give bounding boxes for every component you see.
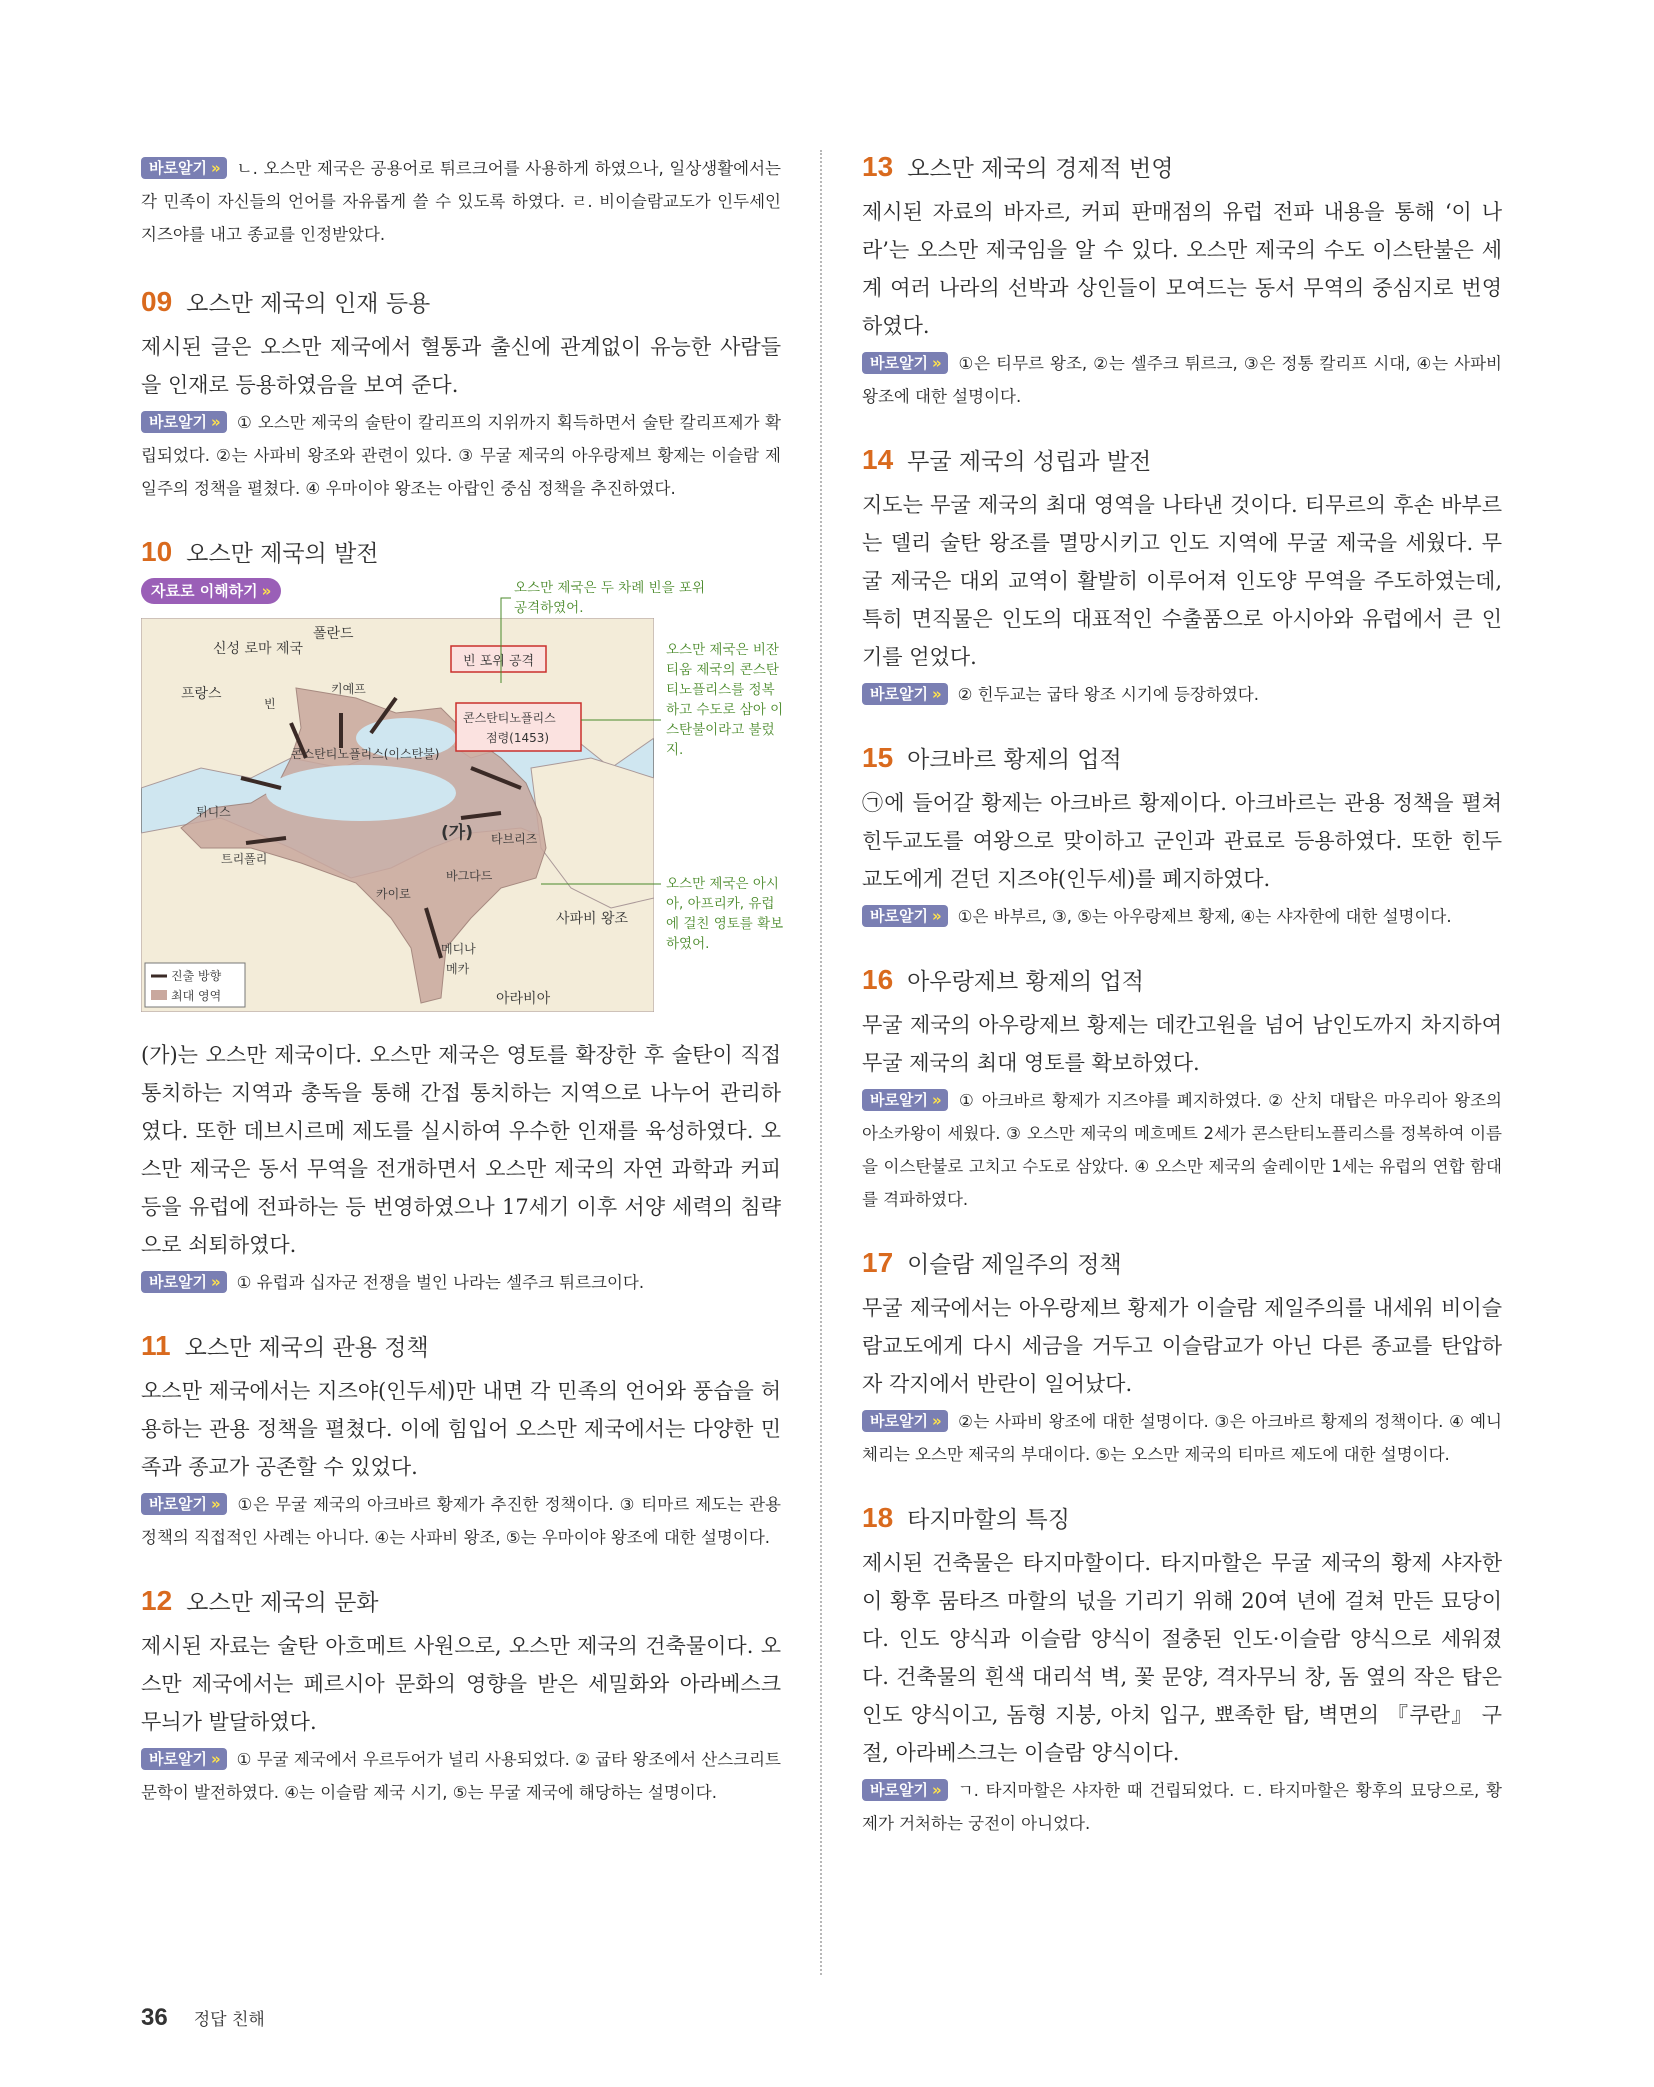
section-number: 18 — [862, 1502, 894, 1533]
legend-label: 최대 영역 — [171, 989, 222, 1003]
map-label: 튀니스 — [196, 805, 231, 819]
map-label: 바그다드 — [446, 869, 493, 883]
section-18 — [862, 1501, 1502, 1840]
section-number: 14 — [862, 444, 894, 475]
double-chevron-icon: » — [931, 1412, 942, 1430]
section-body: (가)는 오스만 제국이다. 오스만 제국은 영토를 확장한 후 술탄이 직접 통치하는 지역과 총독을 통해 간접 통치하는 지역으로 나누어 관리하였다. 또한 데브시르메 제도를 실시하여 우수한 인재를 육성하였다. 오스만 제국은 동서 무역을 전개하면서 오스만 제국의 자연 과학과 커피 등을 유럽에 전파하는 등 번영하였으나 17세기 이후 서양 세력의 침략으로 쇠퇴하였다. — [141, 1043, 781, 1257]
section-title: 오스만 제국의 관용 정책 — [184, 1335, 429, 1361]
answer-badge: 바로알기 » — [862, 352, 948, 374]
section-note: 바로알기 » ①은 무굴 제국의 아크바르 황제가 추진한 정책이다. ③ 티마르 제도는 관용 정책의 직접적인 사례는 아니다. ④는 사파비 왕조, ⑤는 우마이야 왕조에 대한 설명이다. — [141, 1495, 781, 1547]
section-note: 바로알기 » ① 무굴 제국에서 우르두어가 널리 사용되었다. ② 굽타 왕조에서 산스크리트 문학이 발전하였다. ④는 이슬람 제국 시기, ⑤는 무굴 제국에 해당하는 설명이다. — [141, 1750, 781, 1802]
section-title: 오스만 제국의 발전 — [186, 541, 379, 567]
map-label: 사파비 왕조 — [556, 911, 629, 927]
section-note: 바로알기 » ① 오스만 제국의 술탄이 칼리프의 지위까지 획득하면서 술탄 칼리프제가 확립되었다. ②는 사파비 왕조와 관련이 있다. ③ 무굴 제국의 아우랑제브 황제는 이슬람 제일주의 정책을 펼쳤다. ④ 우마이야 왕조는 아랍인 중심 정책을 추진하였다. — [141, 413, 781, 498]
section-14 — [862, 443, 1502, 711]
section-number: 13 — [862, 151, 894, 182]
double-chevron-icon: » — [931, 354, 942, 372]
answer-badge: 바로알기 » — [141, 1748, 227, 1770]
leader-line — [501, 598, 511, 683]
section-title: 이슬람 제일주의 정책 — [907, 1252, 1122, 1278]
section-number: 15 — [862, 742, 894, 773]
section-13 — [862, 150, 1502, 413]
page-footer — [141, 2004, 265, 2032]
map-label: 신성 로마 제국 — [213, 641, 304, 657]
section-body: 제시된 글은 오스만 제국에서 혈통과 출신에 관계없이 유능한 사람들을 인재로 등용하였음을 보여 준다. — [141, 335, 781, 397]
section-body: 무굴 제국에서는 아우랑제브 황제가 이슬람 제일주의를 내세워 비이슬람교도에게 다시 세금을 거두고 이슬람교가 아닌 다른 종교를 탄압하자 각지에서 반란이 일어났다. — [862, 1296, 1502, 1396]
answer-badge: 바로알기 » — [862, 905, 948, 927]
double-chevron-icon: » — [931, 1781, 942, 1799]
double-chevron-icon: » — [210, 159, 221, 177]
double-chevron-icon: » — [210, 1273, 221, 1291]
section-note: 바로알기 » ㄱ. 타지마할은 샤자한 때 건립되었다. ㄷ. 타지마할은 황후의 묘당으로, 황제가 거처하는 궁전이 아니었다. — [862, 1781, 1502, 1833]
section-title: 오스만 제국의 문화 — [186, 1590, 379, 1616]
section-body: 제시된 자료의 바자르, 커피 판매점의 유럽 전파 내용을 통해 ‘이 나라’는 오스만 제국임을 알 수 있다. 오스만 제국의 수도 이스탄불은 세계 여러 나라의 선박과 상인들이 모여드는 동서 무역의 중심지로 번영하였다. — [862, 200, 1502, 338]
answer-badge: 바로알기 » — [862, 683, 948, 705]
section-note: 바로알기 » ②는 사파비 왕조에 대한 설명이다. ③은 아크바르 황제의 정책이다. ④ 예니체리는 오스만 제국의 부대이다. ⑤는 오스만 제국의 티마르 제도에 대한 설명이다. — [862, 1412, 1502, 1464]
section-title: 무굴 제국의 성립과 발전 — [907, 449, 1152, 475]
map-box-constantinople-sub: 점령(1453) — [486, 731, 550, 745]
section-note: 바로알기 » ① 아크바르 황제가 지즈야를 폐지하였다. ② 산치 대탑은 마우리아 왕조의 아소카왕이 세웠다. ③ 오스만 제국의 메흐메트 2세가 콘스탄티노플리스를 정복하여 이름을 이스탄불로 고치고 수도로 삼았다. ④ 오스만 제국의 술레이만 1세는 유럽의 연합 함대를 격파하였다. — [862, 1091, 1502, 1209]
map-label: 콘스탄티노플리스(이스탄불) — [291, 747, 440, 761]
right-column — [862, 150, 1502, 1870]
section-number: 17 — [862, 1247, 894, 1278]
section-title: 오스만 제국의 경제적 번영 — [907, 156, 1174, 182]
map-label: 프랑스 — [181, 686, 222, 702]
map-label: 타브리즈 — [491, 832, 538, 846]
page-number: 36 — [141, 2004, 168, 2031]
double-chevron-icon: » — [931, 685, 942, 703]
section-number: 10 — [141, 536, 173, 567]
double-chevron-icon: » — [931, 907, 942, 925]
section-15 — [862, 741, 1502, 933]
answer-badge: 바로알기 » — [141, 157, 227, 179]
section-body: ㉠에 들어갈 황제는 아크바르 황제이다. 아크바르는 관용 정책을 펼쳐 힌두교도를 여왕으로 맞이하고 군인과 관료로 등용하였다. 또한 힌두교도에게 걷던 지즈야(인두세)를 폐지하였다. — [862, 791, 1502, 891]
legend-label: 진출 방향 — [171, 969, 222, 983]
map-figure — [141, 578, 784, 1018]
map-label: 아라비아 — [496, 991, 551, 1007]
section-16 — [862, 963, 1502, 1216]
map-label: 메디나 — [441, 942, 476, 956]
section-note: 바로알기 » ② 힌두교는 굽타 왕조 시기에 등장하였다. — [862, 678, 1502, 711]
section-note: 바로알기 » ①은 바부르, ③, ⑤는 아우랑제브 황제, ④는 샤자한에 대한 설명이다. — [862, 900, 1502, 933]
column-divider — [820, 150, 822, 1975]
section-17 — [862, 1246, 1502, 1471]
data-badge: 자료로 이해하기 » — [141, 578, 281, 604]
map-label: 트리폴리 — [221, 852, 268, 866]
section-12 — [141, 1584, 781, 1809]
answer-badge: 바로알기 » — [862, 1779, 948, 1801]
map-callout: 오스만 제국은 비잔티움 제국의 콘스탄티노플리스를 정복하고 수도로 삼아 이스탄불이라고 불렀지. — [666, 642, 784, 758]
map-box-vienna-text: 빈 포위 공격 — [463, 654, 535, 669]
map-ga-label: (가) — [441, 823, 473, 843]
map-box-constantinople-title: 콘스탄티노플리스 — [463, 711, 556, 725]
answer-badge: 바로알기 » — [141, 1493, 227, 1515]
answer-badge: 바로알기 » — [862, 1089, 948, 1111]
map-label: 메카 — [446, 962, 470, 976]
double-chevron-icon: » — [210, 413, 221, 431]
intro-note: 바로알기 » ㄴ. 오스만 제국은 공용어로 튀르크어를 사용하게 하였으나, 일상생활에서는 각 민족이 자신들의 언어를 자유롭게 쓸 수 있도록 하였다. ㄹ. 비이슬람교도가 인두세인 지즈야를 내고 종교를 인정받았다. — [141, 159, 781, 244]
map-label: 카이로 — [376, 887, 411, 901]
section-number: 09 — [141, 286, 173, 317]
section-11 — [141, 1329, 781, 1554]
map-label: 폴란드 — [313, 626, 354, 642]
answer-badge: 바로알기 » — [141, 411, 227, 433]
answer-badge: 바로알기 » — [141, 1271, 227, 1293]
section-title: 타지마할의 특징 — [907, 1507, 1070, 1533]
double-chevron-icon: » — [210, 1750, 221, 1768]
footer-label: 정답 친해 — [193, 2010, 265, 2030]
section-title: 아우랑제브 황제의 업적 — [907, 969, 1144, 995]
map-callout: 오스만 제국은 두 차례 빈을 포위 공격하였어. — [514, 580, 705, 616]
section-title: 오스만 제국의 인재 등용 — [186, 291, 431, 317]
section-body: 제시된 자료는 술탄 아흐메트 사원으로, 오스만 제국의 건축물이다. 오스만 제국에서는 페르시아 문화의 영향을 받은 세밀화와 아라베스크 무늬가 발달하였다. — [141, 1634, 781, 1734]
double-chevron-icon: » — [931, 1091, 942, 1109]
section-09 — [141, 285, 781, 505]
map-label: 키예프 — [331, 682, 366, 696]
section-body: 오스만 제국에서는 지즈야(인두세)만 내면 각 민족의 언어와 풍습을 허용하는 관용 정책을 펼쳤다. 이에 힘입어 오스만 제국에서는 다양한 민족과 종교가 공존할 수 있었다. — [141, 1379, 781, 1479]
answer-badge: 바로알기 » — [862, 1410, 948, 1432]
section-body: 지도는 무굴 제국의 최대 영역을 나타낸 것이다. 티무르의 후손 바부르는 델리 술탄 왕조를 멸망시키고 인도 지역에 무굴 제국을 세웠다. 무굴 제국은 대외 교역이 활발히 이루어져 인도양 무역을 주도하였는데, 특히 면직물은 인도의 대표적인 수출품으로 아시아와 유럽에서 큰 인기를 얻었다. — [862, 493, 1502, 669]
section-title: 아크바르 황제의 업적 — [907, 747, 1122, 773]
section-number: 16 — [862, 964, 894, 995]
double-chevron-icon: » — [261, 582, 272, 600]
map-label: 빈 — [264, 697, 276, 711]
section-number: 11 — [141, 1330, 171, 1361]
section-number: 12 — [141, 1585, 173, 1616]
section-note: 바로알기 » ①은 티무르 왕조, ②는 셀주크 튀르크, ③은 정통 칼리프 시대, ④는 사파비 왕조에 대한 설명이다. — [862, 354, 1502, 406]
double-chevron-icon: » — [210, 1495, 221, 1513]
left-column — [141, 150, 784, 1839]
section-note: 바로알기 » ① 유럽과 십자군 전쟁을 벌인 나라는 셀주크 튀르크이다. — [141, 1266, 781, 1299]
section-body: 무굴 제국의 아우랑제브 황제는 데칸고원을 넘어 남인도까지 차지하여 무굴 제국의 최대 영토를 확보하였다. — [862, 1013, 1502, 1075]
section-10 — [141, 535, 784, 1299]
map-callout: 오스만 제국은 아시아, 아프리카, 유럽에 걸친 영토를 확보하였어. — [666, 876, 784, 952]
section-body: 제시된 건축물은 타지마할이다. 타지마할은 무굴 제국의 황제 샤자한이 황후 뭄타즈 마할의 넋을 기리기 위해 20여 년에 걸쳐 만든 묘당이다. 인도 양식과 이슬람 양식이 절충된 인도·이슬람 양식으로 세워졌다. 건축물의 흰색 대리석 벽, 꽃 문양, 격자무늬 창, 돔 옆의 작은 탑은 인도 양식이고, 돔형 지붕, 아치 입구, 뾰족한 탑, 벽면의 『쿠란』 구절, 아라베스크는 이슬람 양식이다. — [862, 1551, 1502, 1765]
